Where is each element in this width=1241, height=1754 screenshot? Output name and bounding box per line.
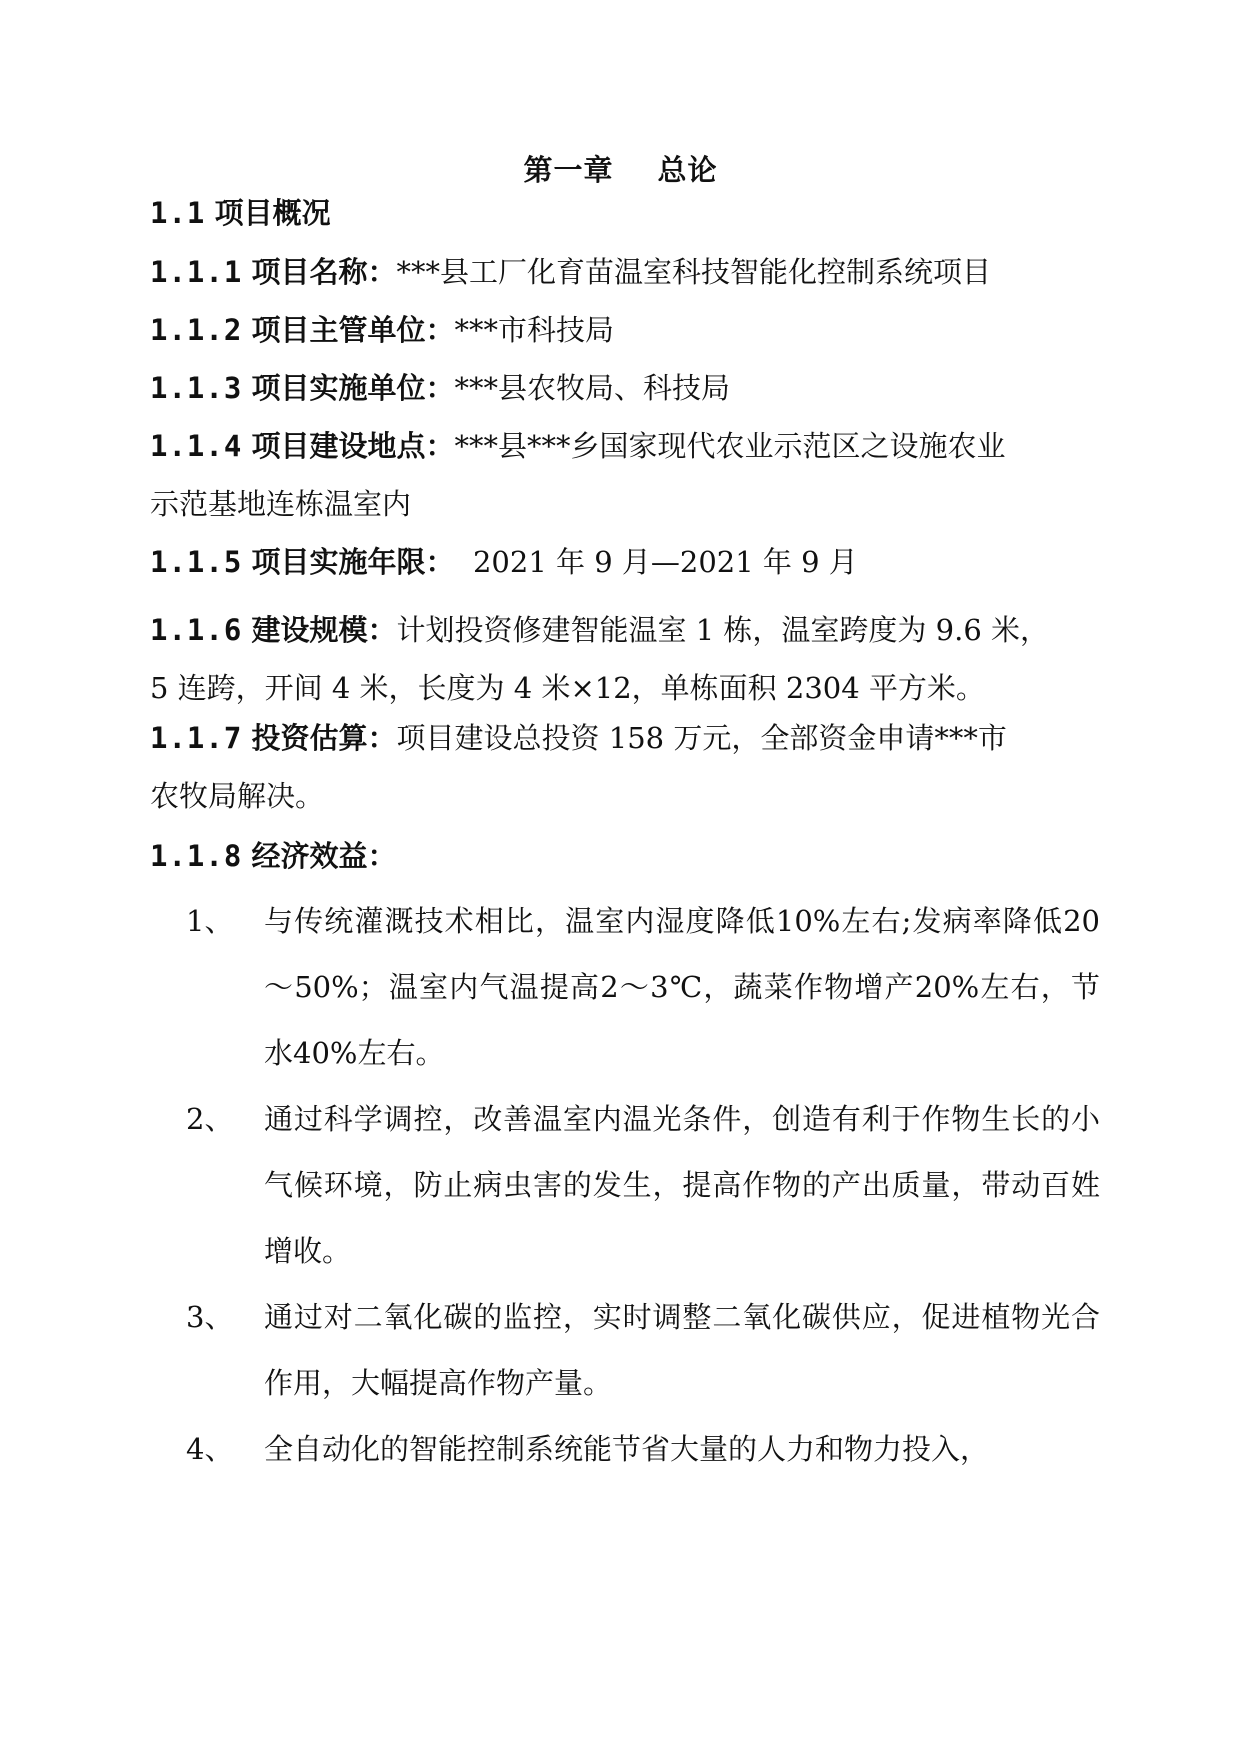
item-value-continued: 示范基地连栋温室内: [150, 487, 412, 521]
item-1-1-4: [150, 414, 1100, 478]
item-value: 项目建设总投资 158 万元，全部资金申请***市: [396, 721, 1007, 755]
item-1-1-4-continued: [150, 472, 1100, 536]
section-label: 项目概况: [214, 196, 331, 230]
list-marker: 3、: [186, 1300, 234, 1334]
item-1-1-3: [150, 356, 1100, 420]
item-value: ***县农牧局、科技局: [454, 371, 731, 405]
item-1-1-7-continued: [150, 764, 1100, 828]
item-1-1-5: [150, 530, 1100, 594]
item-number: 1.1.5: [150, 545, 243, 579]
item-value: ***县***乡国家现代农业示范区之设施农业: [454, 429, 1006, 463]
list-text: 通过对二氧化碳的监控，实时调整二氧化碳供应，促进植物光合作用，大幅提高作物产量。: [264, 1300, 1100, 1400]
benefit-item-3: [186, 1284, 1100, 1416]
benefit-item-1: [186, 888, 1100, 1086]
item-1-1-8: [150, 824, 1100, 888]
item-number: 1.1.8: [150, 839, 243, 873]
item-label: 经济效益：: [251, 839, 397, 873]
item-value: 计划投资修建智能温室 1 栋，温室跨度为 9.6 米，: [396, 613, 1049, 647]
item-label: 投资估算：: [251, 721, 397, 755]
item-value: 2021 年 9 月—2021 年 9 月: [472, 545, 858, 579]
section-number: 1.1: [150, 196, 206, 230]
item-value-continued: 5 连跨，开间 4 米，长度为 4 米×12，单栋面积 2304 平方米。: [150, 671, 985, 705]
chapter-title-number: 第一章: [523, 153, 614, 187]
item-value-continued: 农牧局解决。: [150, 779, 325, 813]
benefit-item-4: [186, 1416, 1100, 1482]
list-marker: 4、: [186, 1432, 234, 1466]
item-1-1-1: [150, 240, 1100, 304]
item-label: 建设规模：: [251, 613, 397, 647]
item-number: 1.1.1: [150, 255, 243, 289]
list-text: 全自动化的智能控制系统能节省大量的人力和物力投入，: [264, 1432, 990, 1466]
item-label: 项目主管单位：: [251, 313, 455, 347]
item-1-1-6: [150, 598, 1100, 662]
item-value: ***市科技局: [454, 313, 615, 347]
item-label: 项目实施年限：: [251, 545, 455, 579]
item-1-1-2: [150, 298, 1100, 362]
item-1-1-7: [150, 706, 1100, 770]
benefit-item-2: [186, 1086, 1100, 1284]
item-value: ***县工厂化育苗温室科技智能化控制系统项目: [396, 255, 992, 289]
item-label: 项目名称：: [251, 255, 397, 289]
item-number: 1.1.3: [150, 371, 243, 405]
item-label: 项目建设地点：: [251, 429, 455, 463]
item-number: 1.1.2: [150, 313, 243, 347]
section-heading-1-1: [150, 181, 1100, 245]
list-text: 与传统灌溉技术相比，温室内湿度降低10%左右;发病率降低20～50%；温室内气温提高2～3℃，蔬菜作物增产20%左右，节水40%左右。: [264, 904, 1100, 1070]
list-text: 通过科学调控，改善温室内温光条件，创造有利于作物生长的小气候环境，防止病虫害的发生，提高作物的产出质量，带动百姓增收。: [264, 1102, 1100, 1268]
chapter-title-text: 总论: [657, 153, 718, 187]
item-number: 1.1.6: [150, 613, 243, 647]
item-label: 项目实施单位：: [251, 371, 455, 405]
item-number: 1.1.7: [150, 721, 243, 755]
item-number: 1.1.4: [150, 429, 243, 463]
list-marker: 2、: [186, 1102, 234, 1136]
list-marker: 1、: [186, 904, 234, 938]
